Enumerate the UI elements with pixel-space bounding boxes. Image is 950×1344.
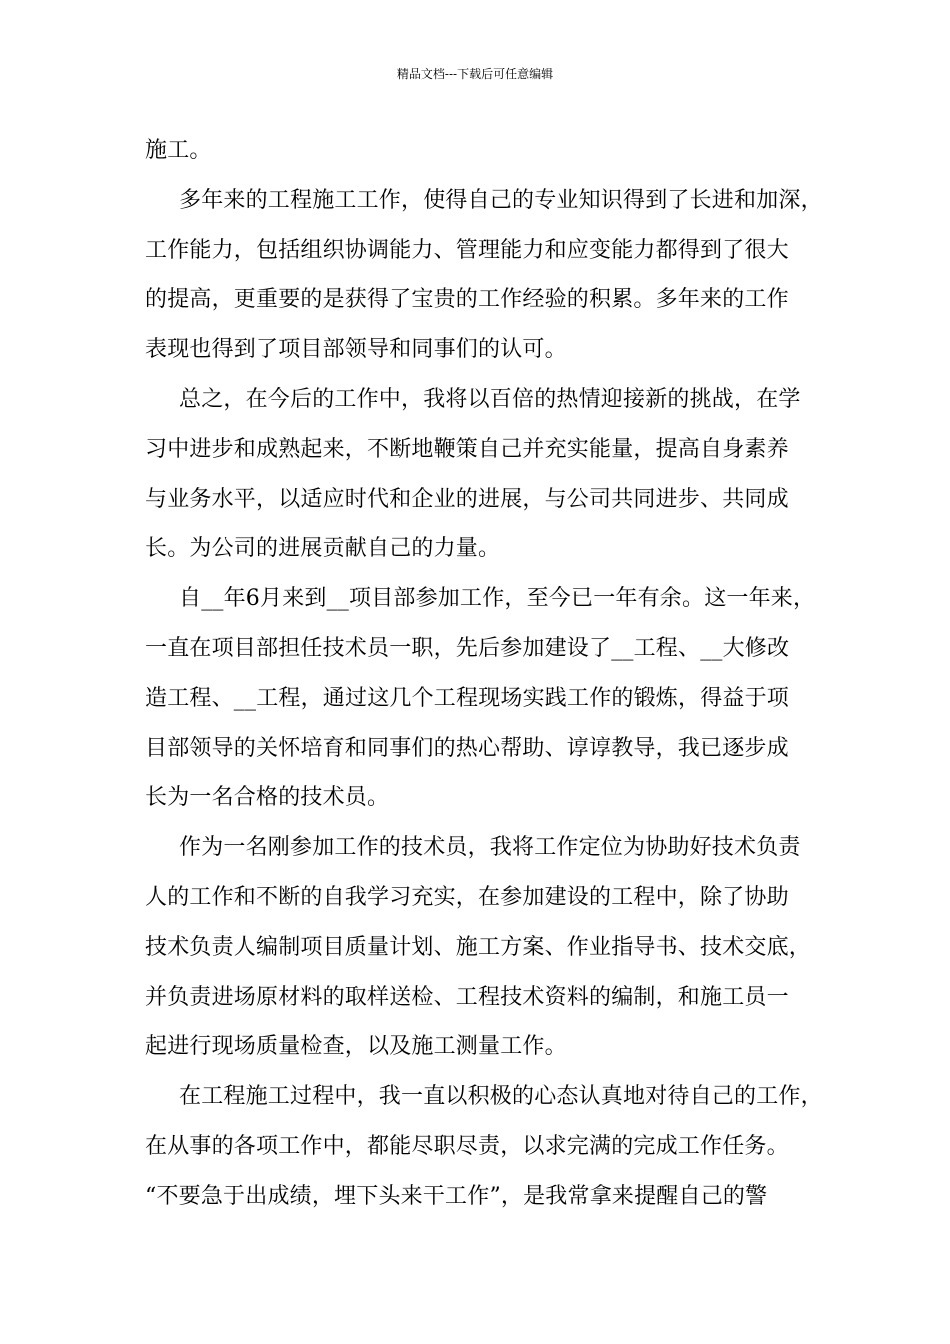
- text-line: 表现也得到了项目部领导和同事们的认可。: [145, 337, 567, 363]
- text-line: 长。为公司的进展贡献自己的力量。: [145, 536, 501, 562]
- text-line: 多年来的工程施工工作，使得自己的专业知识得到了长进和加深，: [179, 187, 823, 213]
- page-header: 精品文档---下载后可任意编辑: [396, 67, 554, 81]
- document-body: [145, 126, 825, 1222]
- text-line: “不要急于出成绩，埋下头来干工作”，是我常拿来提醒自己的警: [145, 1183, 768, 1209]
- text-line: 一直在项目部担任技术员一职，先后参加建设了__工程、__大修改: [145, 635, 790, 661]
- text-line: 工作能力，包括组织协调能力、管理能力和应变能力都得到了很大: [145, 237, 789, 263]
- text-line: 施工。: [145, 138, 212, 163]
- text-line: 并负责进场原材料的取样送检、工程技术资料的编制，和施工员一: [145, 984, 789, 1010]
- text-line: 造工程、__工程，通过这几个工程现场实践工作的锻炼，得益于项: [145, 685, 790, 711]
- text-line: 在从事的各项工作中，都能尽职尽责，以求完满的完成工作任务。: [145, 1133, 789, 1159]
- text-line: 长为一名合格的技术员。: [145, 785, 390, 811]
- text-line: 人的工作和不断的自我学习充实，在参加建设的工程中，除了协助: [145, 884, 789, 910]
- text-line: 总之，在今后的工作中，我将以百倍的热情迎接新的挑战，在学: [179, 386, 801, 412]
- text-line: 自__年6月来到__项目部参加工作，至今已一年有余。这一年来，: [179, 586, 816, 612]
- text-line: 起进行现场质量检查，以及施工测量工作。: [145, 1034, 567, 1060]
- text-line: 技术负责人编制项目质量计划、施工方案、作业指导书、技术交底，: [145, 934, 812, 960]
- text-line: 目部领导的关怀培育和同事们的热心帮助、谆谆教导，我已逐步成: [145, 735, 789, 761]
- text-line: 习中进步和成熟起来，不断地鞭策自己并充实能量，提高自身素养: [145, 436, 789, 462]
- text-line: 与业务水平，以适应时代和企业的进展，与公司共同进步、共同成: [145, 486, 789, 512]
- text-line: 在工程施工过程中，我一直以积极的心态认真地对待自己的工作，: [179, 1084, 823, 1110]
- text-line: 的提高，更重要的是获得了宝贵的工作经验的积累。多年来的工作: [145, 287, 789, 313]
- text-line: 作为一名刚参加工作的技术员，我将工作定位为协助好技术负责: [179, 835, 801, 861]
